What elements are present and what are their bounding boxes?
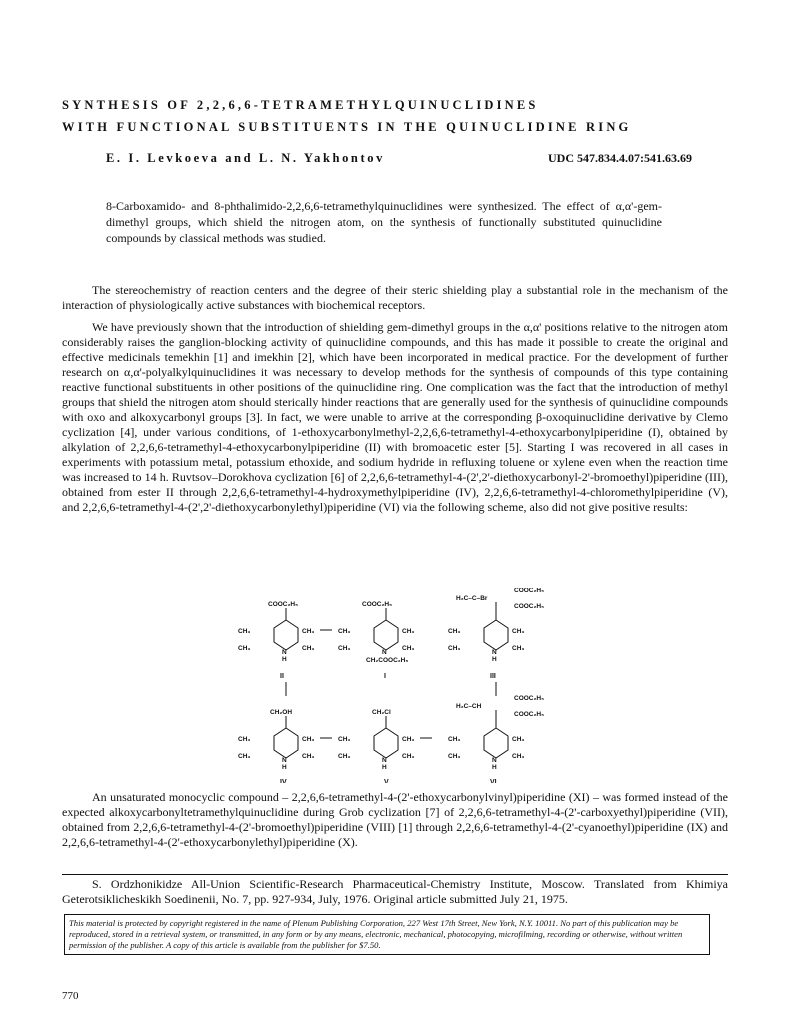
ch3-text: CH₃: [402, 753, 415, 760]
ch3-text: CH₃: [302, 736, 315, 743]
ch3-text: CH₃: [238, 753, 251, 760]
ch3-text: CH₃: [238, 736, 251, 743]
n-text: N: [382, 649, 387, 656]
ch3-text: CH₃: [402, 628, 415, 635]
ch3-text: CH₃: [338, 736, 351, 743]
ch3-text: CH₃: [512, 645, 525, 652]
ch3-text: CH₃: [448, 628, 461, 635]
substituent-text: COOC₂H₅: [514, 711, 545, 718]
label-I: I: [384, 673, 386, 680]
molecule-VI: [448, 695, 544, 783]
molecule-IV: [238, 709, 314, 783]
n-text: N: [282, 757, 287, 764]
h-text: H: [282, 656, 287, 663]
substituent-text: H₂C–CH: [456, 703, 482, 710]
ch3-text: CH₃: [402, 645, 415, 652]
h-text: H: [282, 764, 287, 771]
substituent-text: CH₂OH: [270, 709, 293, 716]
ch3-text: CH₃: [512, 628, 525, 635]
h-text: H: [382, 764, 387, 771]
affiliation-note: [62, 877, 728, 907]
label-V: V: [384, 779, 389, 783]
molecule-II: [238, 601, 314, 680]
h-text: H: [492, 764, 497, 771]
label-VI: VI: [490, 779, 497, 783]
ch3-text: CH₃: [238, 645, 251, 652]
paragraph-text: We have previously shown that the introduction of shielding gem-dimethyl groups in the α,α' positions relative to the nitrogen atom considerably raises the ganglion-blocking activity of quinuclidine compounds, and this has made it possible to create the original and effective medicinals temekhin [1] and imekhin [2], which have been incorporated in medical practice. For the development of further research on α,α'-polyalkylquinuclidines it was necessary to develop methods for the synthesis of compounds of this type containing reactive functional substituents in other positions of the quinuclidine ring. One complication was the fact that the introduction of methyl groups that shield the nitrogen atom should sterically hinder reactions that are generally used for the synthesis of quinuclidine compounds with oxo and alkoxycarbonyl groups [3]. In fact, we were unable to arrive at the corresponding β-oxoquinuclidine derivative by Clemo cyclization [4], under various conditions, of 1-ethoxycarbonylmethyl-2,2,6,6-tetramethyl-4-ethoxycarbonylpiperidine (I), obtained by alkylation of 2,2,6,6-tetramethyl-4-ethoxycarbonylpiperidine (II) with bromoacetic ester [5]. Starting I was recovered in all cases in experiments with potassium metal, potassium ethoxide, and sodium hydride in refluxing toluene or xylene even when the reaction time was increased to 14 h. Ruvtsov–Dorokhova cyclization [6] of 2,2,6,6-tetramethyl-4-(2',2'-diethoxycarbonyl-2'-bromoethyl)piperidine (III), obtained from ester II through 2,2,6,6-tetramethyl-4-hydroxymethylpiperidine (IV), 2,2,6,6-tetramethyl-4-chloromethylpiperidine (V), and 2,2,6,6-tetramethyl-4-(2',2'-diethoxycarbonylethyl)piperidine (VI) via the following scheme, also did not give positive results:: [62, 320, 728, 514]
label-IV: IV: [280, 779, 287, 783]
n-text: N: [492, 649, 497, 656]
copyright-notice: This material is protected by copyright registered in the name of Plenum Publishing Corporation, 227 West 17th Street, New York, N.Y. 10011. No part of this publication may be reproduced, stored in a retrieval system, or transmitted, in any form or by any means, electronic, mechanical, photocopying, microfilming, recording or otherwise, without written permission of the publisher. A copy of this article is available from the publisher for $7.50.: [64, 914, 710, 955]
substituent-text: COOC₂H₅: [514, 588, 545, 594]
label-II: II: [280, 673, 284, 680]
paper-title-line-2: WITH FUNCTIONAL SUBSTITUENTS IN THE QUINUCLIDINE RING: [62, 120, 632, 134]
substituent-text: CH₂Cl: [372, 709, 391, 716]
ch3-text: CH₃: [448, 753, 461, 760]
substituent-text: COOC₂H₅: [514, 603, 545, 610]
substituent-text: COOC₂H₅: [362, 601, 393, 608]
substituent-text: H₂C–C–Br: [456, 595, 488, 602]
ch3-text: CH₃: [302, 645, 315, 652]
molecule-III: [448, 588, 544, 680]
n-text: N: [492, 757, 497, 764]
affiliation-text: S. Ordzhonikidze All-Union Scientific-Research Pharmaceutical-Chemistry Institute, Moscow. Translated from Khimiya Geterotsiklicheskikh Soedinenii, No. 7, pp. 927-934, July, 1976. Original article submitted July 21, 1975.: [62, 877, 728, 906]
body-paragraph-2: [62, 320, 728, 515]
paragraph-text: An unsaturated monocyclic compound – 2,2,6,6-tetramethyl-4-(2'-ethoxycarbonylvinyl)piperidine (XI) – was formed instead of the expected alkoxycarbonyltetramethylquinuclidine during Grob cyclization [7] of 2,2,6,6-tetramethyl-4-(2'-carboxyethyl)piperidine (VII), obtained from 2,2,6,6-tetramethyl-4-(2'-bromoethyl)piperidine (VIII) [1] through 2,2,6,6-tetramethyl-4-(2'-cyanoethyl)piperidine (IX) and 2,2,6,6-tetramethyl-4-(2'-ethoxycarbonylethyl)piperidine (X).: [62, 790, 728, 849]
paper-title-line-1: SYNTHESIS OF 2,2,6,6-TETRAMETHYLQUINUCLIDINES: [62, 98, 539, 112]
n-text: N: [382, 757, 387, 764]
substituent-text: CH₂COOC₂H₅: [366, 657, 409, 664]
molecule-I: [338, 601, 414, 680]
n-text: N: [282, 649, 287, 656]
body-paragraph-1: [62, 283, 728, 313]
ch3-text: CH₃: [302, 753, 315, 760]
ch3-text: CH₃: [402, 736, 415, 743]
ch3-text: CH₃: [512, 753, 525, 760]
h-text: H: [492, 656, 497, 663]
body-paragraph-3: [62, 790, 728, 850]
label-III: III: [490, 673, 496, 680]
abstract: 8-Carboxamido- and 8-phthalimido-2,2,6,6-tetramethylquinuclidines were synthesized. The effect of α,α'-gem-dimethyl groups, which shield the nitrogen atom, on the synthesis of functionally substituted quinuclidine compounds by classical methods was studied.: [106, 199, 662, 245]
ch3-text: CH₃: [302, 628, 315, 635]
ch3-text: CH₃: [338, 753, 351, 760]
page-number: 770: [62, 990, 79, 1002]
udc-code: UDC 547.834.4.07:541.63.69: [548, 151, 692, 165]
substituent-text: COOC₂H₅: [268, 601, 299, 608]
ch3-text: CH₃: [338, 645, 351, 652]
footnote-divider: [62, 874, 728, 875]
ch3-text: CH₃: [448, 736, 461, 743]
ch3-text: CH₃: [338, 628, 351, 635]
reaction-scheme: [228, 588, 588, 783]
paragraph-text: The stereochemistry of reaction centers and the degree of their steric shielding play a substantial role in the mechanism of the interaction of physiologically active substances with biochemical receptors.: [62, 283, 728, 312]
authors: E. I. Levkoeva and L. N. Yakhontov: [106, 151, 385, 165]
substituent-text: COOC₂H₅: [514, 695, 545, 702]
molecule-V: [338, 709, 414, 783]
ch3-text: CH₃: [238, 628, 251, 635]
ch3-text: CH₃: [448, 645, 461, 652]
ch3-text: CH₃: [512, 736, 525, 743]
